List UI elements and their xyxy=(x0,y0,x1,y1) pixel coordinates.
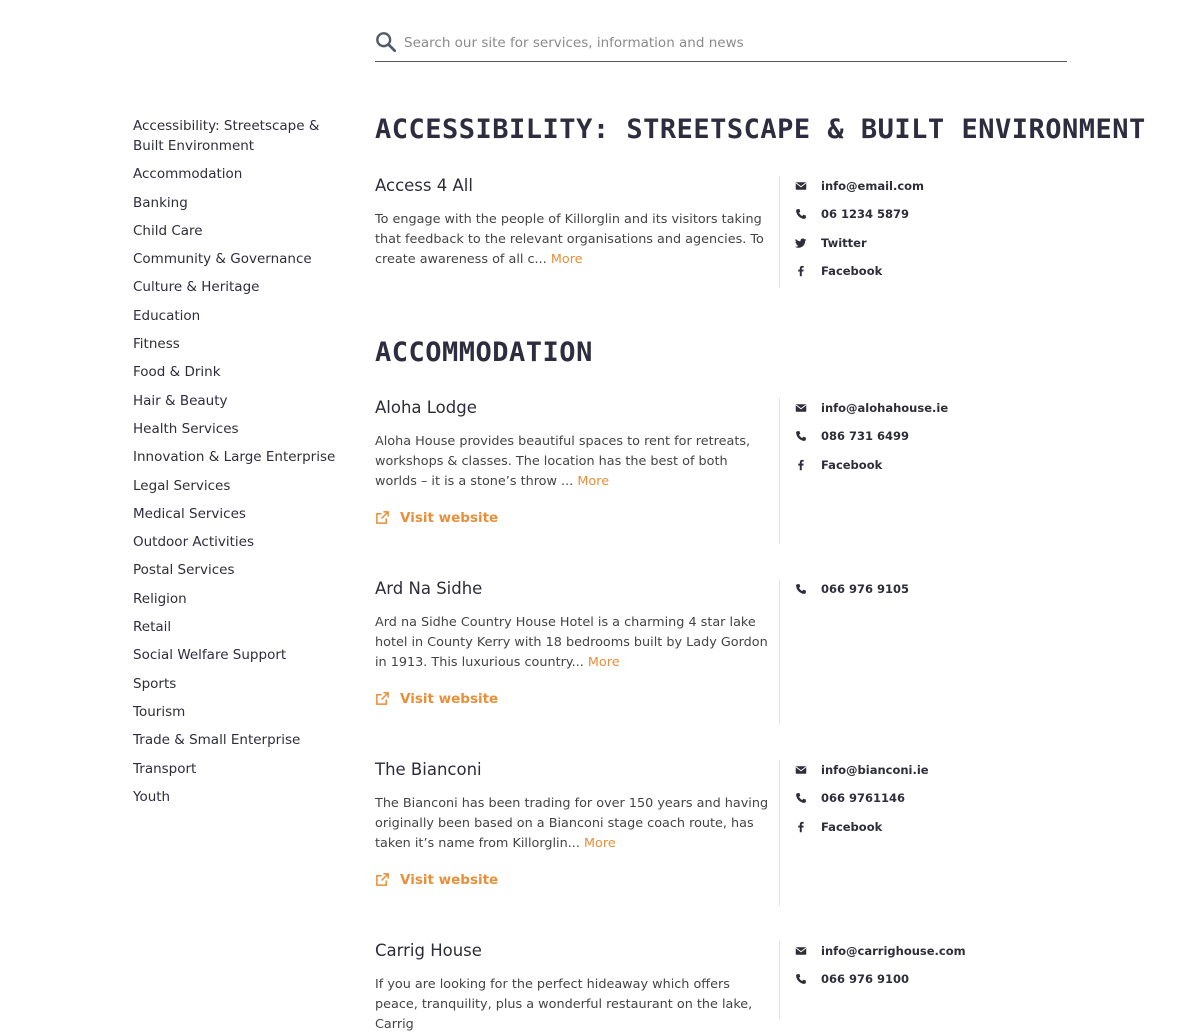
sidebar-item-outdoor-activities[interactable]: Outdoor Activities xyxy=(133,534,254,551)
contact-email[interactable]: info@alohahouse.ie xyxy=(795,398,1075,418)
listing-name[interactable]: The Bianconi xyxy=(375,760,482,779)
divider xyxy=(779,760,780,906)
listing-name[interactable]: Ard Na Sidhe xyxy=(375,579,483,598)
sidebar-item-community-governance[interactable]: Community & Governance xyxy=(133,251,312,268)
divider xyxy=(779,176,780,288)
contact-email[interactable]: info@carrighouse.com xyxy=(795,941,1075,961)
external-link-icon xyxy=(375,510,390,525)
envelope-icon xyxy=(795,180,821,192)
more-link[interactable]: More xyxy=(550,252,583,268)
more-link[interactable]: More xyxy=(587,655,620,671)
contact-facebook[interactable]: Facebook xyxy=(795,261,1075,281)
external-link-icon xyxy=(375,872,390,887)
listing-description: The Bianconi has been trading for over 150 years and having originally been based on a Bianconi stage coach route, has taken it’s name from Killorglin... More xyxy=(375,796,769,852)
facebook-icon xyxy=(795,265,821,277)
sidebar-item-food-drink[interactable]: Food & Drink xyxy=(133,364,221,381)
sidebar-item-retail[interactable]: Retail xyxy=(133,619,172,636)
envelope-icon xyxy=(795,764,821,776)
search-icon[interactable] xyxy=(375,31,397,53)
divider xyxy=(779,579,780,725)
category-sidebar xyxy=(133,116,353,815)
listing-description: If you are looking for the perfect hideaway which offers peace, tranquility, plus a wonderful restaurant on the lake, Carrig xyxy=(375,977,753,1033)
facebook-icon xyxy=(795,459,821,471)
envelope-icon xyxy=(795,945,821,957)
listing-description: Aloha House provides beautiful spaces to rent for retreats, workshops & classes. The location has the best of both worlds – it is a stone’s throw ... More xyxy=(375,434,751,490)
sidebar-item-hair-beauty[interactable]: Hair & Beauty xyxy=(133,392,228,409)
sidebar-item-medical-services[interactable]: Medical Services xyxy=(133,505,246,522)
sidebar-item-trade[interactable]: Trade & Small Enterprise xyxy=(133,732,301,749)
phone-icon xyxy=(795,792,821,804)
contact-twitter[interactable]: Twitter xyxy=(795,233,1075,253)
contact-list xyxy=(795,760,1075,845)
listing-description: To engage with the people of Killorglin and its visitors taking that feedback to the relevant organisations and agencies. To create awareness of all c... More xyxy=(375,212,764,268)
divider xyxy=(779,941,780,1019)
sidebar-item-youth[interactable]: Youth xyxy=(133,788,171,805)
contact-phone[interactable]: 06 1234 5879 xyxy=(795,204,1075,224)
sidebar-item-legal-services[interactable]: Legal Services xyxy=(133,477,231,494)
section-title: ACCOMMODATION xyxy=(375,337,593,368)
sidebar-item-banking[interactable]: Banking xyxy=(133,194,188,211)
sidebar-item-fitness[interactable]: Fitness xyxy=(133,336,180,353)
envelope-icon xyxy=(795,402,821,414)
listing-name[interactable]: Aloha Lodge xyxy=(375,398,477,417)
contact-list xyxy=(795,398,1075,483)
sidebar-item-education[interactable]: Education xyxy=(133,307,201,324)
phone-icon xyxy=(795,208,821,220)
sidebar-item-tourism[interactable]: Tourism xyxy=(133,703,186,720)
listing-name[interactable]: Carrig House xyxy=(375,941,482,960)
phone-icon xyxy=(795,430,821,442)
visit-website-link[interactable]: Visit website xyxy=(375,691,770,707)
sidebar-item-accommodation[interactable]: Accommodation xyxy=(133,166,243,183)
section-title: ACCESSIBILITY: STREETSCAPE & BUILT ENVIRONMENT xyxy=(375,114,1146,145)
sidebar-item-religion[interactable]: Religion xyxy=(133,590,187,607)
external-link-icon xyxy=(375,691,390,706)
sidebar-item-postal-services[interactable]: Postal Services xyxy=(133,562,235,579)
contact-list xyxy=(795,941,1075,998)
sidebar-item-social-welfare[interactable]: Social Welfare Support xyxy=(133,647,287,664)
contact-phone[interactable]: 066 976 9105 xyxy=(795,579,1075,599)
contact-email[interactable]: info@email.com xyxy=(795,176,1075,196)
twitter-icon xyxy=(795,237,821,249)
contact-phone[interactable]: 066 976 9100 xyxy=(795,969,1075,989)
visit-website-link[interactable]: Visit website xyxy=(375,510,770,526)
sidebar-item-sports[interactable]: Sports xyxy=(133,675,177,692)
divider xyxy=(779,398,780,544)
contact-facebook[interactable]: Facebook xyxy=(795,817,1075,837)
search-bar xyxy=(375,30,1067,62)
contact-list xyxy=(795,579,1075,607)
contact-phone[interactable]: 086 731 6499 xyxy=(795,426,1075,446)
sidebar-item-accessibility[interactable]: Accessibility: Streetscape & Built Environment xyxy=(133,118,320,154)
contact-facebook[interactable]: Facebook xyxy=(795,455,1075,475)
listing-name[interactable]: Access 4 All xyxy=(375,176,473,195)
contact-list xyxy=(795,176,1075,289)
sidebar-item-transport[interactable]: Transport xyxy=(133,760,197,777)
search-input[interactable] xyxy=(404,32,1004,54)
sidebar-item-child-care[interactable]: Child Care xyxy=(133,222,203,239)
facebook-icon xyxy=(795,821,821,833)
visit-website-link[interactable]: Visit website xyxy=(375,872,770,888)
sidebar-item-innovation[interactable]: Innovation & Large Enterprise xyxy=(133,449,336,466)
sidebar-item-culture-heritage[interactable]: Culture & Heritage xyxy=(133,279,260,296)
phone-icon xyxy=(795,583,821,595)
listing-description: Ard na Sidhe Country House Hotel is a charming 4 star lake hotel in County Kerry with 18 bedrooms built by Lady Gordon in 1913. This luxurious country... More xyxy=(375,615,768,671)
contact-phone[interactable]: 066 9761146 xyxy=(795,788,1075,808)
more-link[interactable]: More xyxy=(584,836,616,852)
more-link[interactable]: More xyxy=(577,474,610,490)
sidebar-item-health-services[interactable]: Health Services xyxy=(133,420,239,437)
phone-icon xyxy=(795,973,821,985)
contact-email[interactable]: info@bianconi.ie xyxy=(795,760,1075,780)
